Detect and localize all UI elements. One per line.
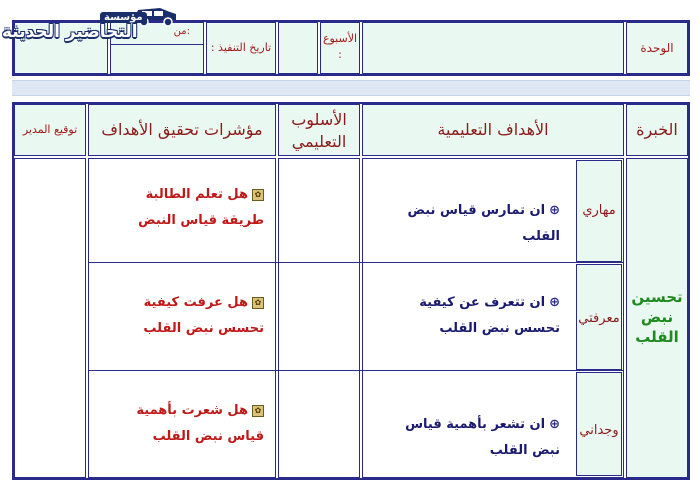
week-label: الأسبوع : [322,32,358,61]
experience-cell [626,158,688,478]
header-method-label: الأسلوب التعليمي [291,110,347,151]
unit-value-field[interactable] [362,22,624,74]
partial-label: من: [173,26,190,37]
exec-date-divider [110,44,204,45]
experience-value: تحسين نبض القلب [631,288,683,346]
row-divider [88,262,624,263]
domain-label: وجداني [579,423,619,438]
indicator-text: ✿هل عرفت كيفية تحسس نبض القلب [143,295,264,336]
unit-label: الوحدة [640,41,674,55]
domain-cell [576,372,622,476]
star-bullet-icon: ✿ [252,189,264,201]
week-value-field[interactable] [278,22,318,74]
director-column[interactable] [14,158,86,478]
objective-text: ⊕ان تمارس قياس نبض القلب [407,203,560,244]
exec-date-label-cell [206,22,276,74]
header-experience-label: الخبرة [636,120,678,139]
header-objectives [362,104,624,156]
domain-label: مهاري [582,203,616,218]
star-bullet-icon: ✿ [252,297,264,309]
header-method [278,104,360,156]
method-column[interactable] [278,158,360,478]
row-divider [88,370,624,371]
logo-name: التحاضير الحديثة [2,22,138,42]
crosshair-bullet-icon: ⊕ [549,203,560,218]
header-indicators-label: مؤشرات تحقيق الأهداف [101,120,263,139]
unit-label-cell [626,22,688,74]
week-label-cell [320,22,360,74]
domain-cell [576,160,622,262]
header-director-label: توقيع المدير [22,123,78,136]
header-director [14,104,86,156]
objective-text: ⊕ان تتعرف عن كيفية تحسس نبض القلب [419,295,560,336]
indicator-text: ✿هل شعرت بأهمية قياس نبض القلب [136,403,264,444]
domain-cell [576,264,622,370]
logo [0,2,182,44]
crosshair-bullet-icon: ⊕ [549,295,560,310]
star-bullet-icon: ✿ [252,405,264,417]
header-objectives-label: الأهداف التعليمية [437,120,549,139]
objective-text: ⊕ان تشعر بأهمية قياس نبض القلب [405,417,560,458]
exec-date-label: تاريخ التنفيذ : [210,41,272,54]
header-indicators [88,104,276,156]
indicator-text: ✿هل تعلم الطالبة طريقة قياس النبض [138,187,264,228]
domain-label: معرفتي [578,311,620,326]
separator-band [12,80,690,96]
logo-sub: مؤسسة [100,12,147,23]
header-experience [626,104,688,156]
crosshair-bullet-icon: ⊕ [549,417,560,432]
